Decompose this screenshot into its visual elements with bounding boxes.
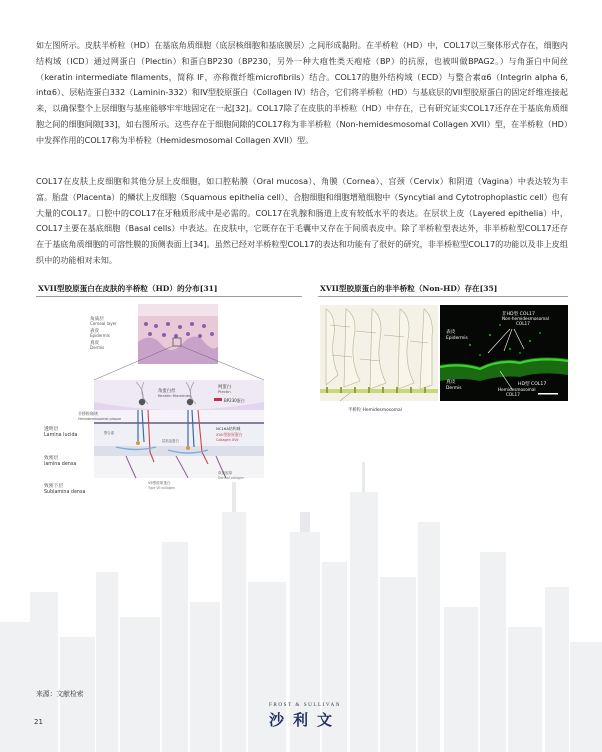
left-figure-caption: XVII型胶原蛋白在皮肤的半桥粒（HD）的分布[31] [38, 284, 218, 293]
label-epidermis-right-en: Epidermis [446, 336, 468, 341]
label-plectin-en: Plectin [218, 389, 231, 394]
label-dermis-en: Dermis [90, 345, 105, 350]
label-dermis: 真皮 [90, 341, 100, 346]
frost-sullivan-logo [250, 702, 360, 734]
label-lamina-densa: 致密层 [44, 456, 59, 461]
label-lamina-lucida-en: Lamina lucida [44, 433, 78, 438]
label-dermis-right: 真皮 [446, 380, 456, 385]
label-hd-col17-en: Hemidesmosomal [498, 387, 536, 392]
fluorescence-micrograph [440, 305, 568, 401]
label-corneal-en: Corneal layer [90, 321, 117, 326]
hemidesmosome-diagram [76, 302, 272, 502]
label-dermal-collagen: 真皮胶原 [218, 471, 233, 475]
left-caption-divider [36, 296, 302, 297]
label-epidermis-right: 表皮 [446, 330, 456, 335]
label-col17: XVII型胶原蛋白 [216, 432, 243, 437]
label-plectin: 网蛋白 [218, 385, 232, 390]
source-note: 来源：文献检索 [36, 690, 84, 698]
label-dermal-collagen-en: Dermal collagen [218, 476, 245, 480]
right-figure-caption: XVII型胶原蛋白的非半桥粒（Non-HD）存在[35] [320, 284, 498, 293]
label-col7-en: Type VII collagen [148, 486, 175, 490]
label-sublamina-en: Sublamina densa [44, 490, 86, 495]
label-nonhd-col17-en2: COL17 [516, 321, 530, 326]
label-nonhd-col17-en: Non-hemidesmosomal [502, 316, 549, 321]
label-dermis-right-en: Dermis [446, 386, 462, 391]
body-paragraph-2: COL17在皮肤上皮细胞和其他分层上皮细胞，如口腔粘膜（Oral mucosa）、角膜（Cornea）、宫颈（Cervix）和阴道（Vagina）中表达较为丰富。胎盘（Placenta）的鳞状上皮细胞（Squamous epithelia cell）、合胞细胞和细胞增殖细胞中（Syncytial and Cytotrophoplastic cell）也有大量的COL17。口腔中的COL17在牙釉质形成中是必需的。COL17在乳腺和肠道上皮有较低水平的表达。在层状上皮（Layered epithelia）中，COL17主要在基底细胞（Basal cells）中表达。在皮肤中，它既存在于毛囊中又存在于间质表皮中。除了半桥粒型表达外，非半桥粒型COL17还存在于基底角质细胞的可溶性膜的顶侧表面上[34]。虽然已经对半桥粒型COL17的表达和功能有了很好的研究，非半桥粒型COL17的功能以及非上皮组织中的功能相对未知。 [36, 176, 568, 265]
label-hd-col17-en2: COL17 [506, 392, 520, 397]
label-hd-plaque: 半桥粒斑块 [78, 411, 98, 416]
label-corneal: 角质层 [90, 317, 104, 322]
right-caption-divider [318, 296, 568, 297]
label-hd-col17-cn: HD型 COL17 [518, 382, 547, 387]
label-epidermis-en: Epidermis [90, 333, 110, 338]
label-keratin: 角蛋白丝 [158, 389, 176, 394]
body-paragraph-1: 如左图所示。皮肤半桥粒（HD）在基底角质细胞（底层核细胞和基底膜层）之间形成黏附。在半桥粒（HD）中，COL17以三聚体形式存在，细胞内结构域（ICD）通过网蛋白（Plectin）和蛋白BP230（BP230，另外一种大疱性类天疱疮（BP）的抗原，也被叫做BPAG2。）与角蛋白中间丝（keratin intermediate filaments，简称 IF，亦称微纤维microfibrils）结合。COL17的胞外结构域（ECD）与整合素α6（Integrin alpha 6, intα6）、层粘连蛋白332（Laminin-332）和IV型胶原蛋白（Collagen IV）结合，它们将半桥粒（HD）与基底层的VII型胶原蛋白的固定纤维连接起来，以确保整个上层细胞与基座能够牢牢地固定在一起[32]。COL17除了在皮肤的半桥粒（HD）中存在，已有研究证实COL17还存在于基底角质细胞之间的细胞间隙[33]，如右图所示。这些存在于细胞间隙的COL17称为非半桥粒（Non-hemidesmosomal Collagen XVII）型，在半桥粒（HD）中发挥作用的COL17称为半桥粒（Hemidesmosomal Collagen XVII）型。 [36, 40, 568, 145]
label-laminin: 层粘连蛋白 [162, 439, 179, 443]
logo-english-text: FROST & SULLIVAN [269, 702, 341, 708]
label-lamina-densa-en: lamina densa [44, 462, 77, 467]
label-lamina-lucida: 透明层 [44, 427, 59, 432]
non-hd-schematic-panel [320, 305, 438, 417]
label-nc4a: NC16A结构域 [216, 426, 241, 431]
label-sublamina: 致密下层 [44, 484, 64, 489]
logo-chinese-text: 沙利文 [268, 711, 341, 729]
label-epidermis: 表皮 [90, 329, 100, 334]
label-col7: VII型胶原蛋白 [148, 481, 171, 485]
label-integrin: 整合素 [104, 431, 115, 435]
label-hd-plaque-en: Hemidesmosomal plaque [78, 417, 122, 421]
label-hemidesmosomal-left: 半桥粒 Hemidesmosomal [348, 408, 402, 413]
label-nonhd-col17-cn: 非HD型 COL17 [502, 312, 535, 317]
label-bp230: BP230蛋白 [224, 398, 245, 403]
label-keratin-en: Keratin filaments [158, 393, 191, 398]
label-col17-en: Collagen XVII [216, 438, 239, 442]
page-number: 21 [34, 718, 43, 726]
